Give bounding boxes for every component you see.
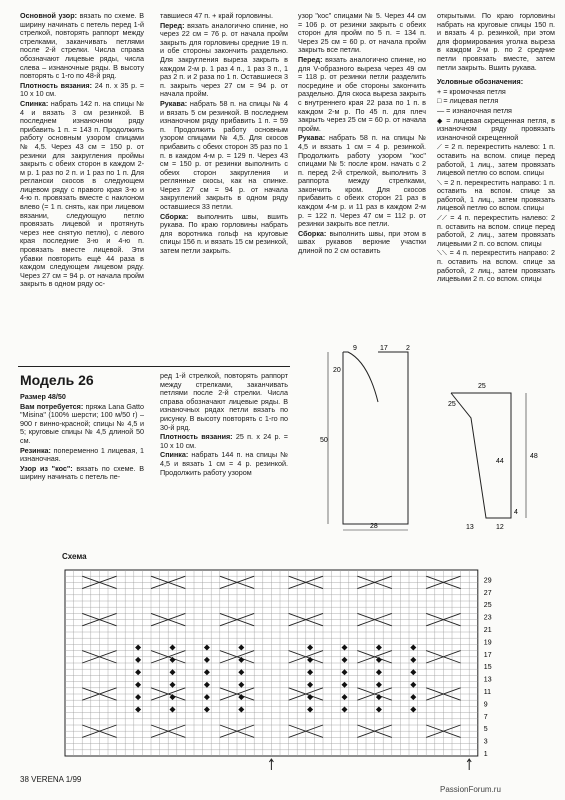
rib-text: попеременно 1 лицевая, 1 изнаночная.: [20, 445, 144, 464]
density-heading: Плотность вязания:: [20, 80, 93, 90]
dim-label: 25: [448, 401, 456, 408]
model26-front-heading: Перед:: [298, 54, 323, 64]
assembly-heading: Сборка:: [160, 211, 189, 221]
dim-label: 48: [530, 453, 538, 460]
rib-heading: Резинка:: [20, 445, 51, 455]
model26-back-text: набрать 144 п. на спицы № 4,5 и вязать 1 см = 4 р. резинкой. Продолжить работу узором: [160, 450, 288, 477]
model26-assembly-heading: Сборка:: [298, 228, 327, 238]
row-number: 27: [483, 589, 492, 597]
finishing-text: открытыми. По краю горловины набрать на круговые спицы 150 п. и вязать 4 р. резинкой, при этом для формирования уголка выреза в каждом 2-м р. по 2 средние петли провязать вместе, затем петли закрыть. Вшить рукава.: [437, 11, 555, 72]
size-heading: Размер 48/50: [20, 392, 66, 401]
body-pattern-diagram: [298, 345, 423, 530]
dim-label: 13: [466, 524, 474, 531]
dim-label: 17: [380, 345, 388, 352]
front-heading: Перед:: [160, 20, 185, 30]
materials-text: пряжа Lana Gatto "Misina" (100% шерсти; 100 м/50 г) – 900 г винно-красной; спицы № 4,5 и 5; круговые спицы № 4,5 длиной 50 см.: [20, 401, 144, 445]
row-number: 17: [483, 651, 492, 659]
pattern-text: вязать по схеме. В ширину начинать с петель перед 1-й стрелкой, повторять раппорт между стрелками, заканчивать петлями после 2-й стрелки. Числа справа обозначают лицевые ряды, числа слева – изнаночные ряды. В высоту повторять с 1-го по 48-й ряд.: [20, 11, 144, 81]
body-outline: [343, 352, 408, 524]
legend-item: — = изнаночная петля: [437, 105, 512, 115]
legend-item: + = кромочная петля: [437, 86, 506, 96]
instructions-column-1: [20, 12, 144, 290]
row-number: 1: [483, 751, 488, 758]
row-number: 9: [483, 701, 488, 709]
repeat-arrow: [467, 759, 471, 770]
legend-item: ◆ = лицевая скрещенная петля, в изнаночном ряду провязать изнаночной скрещенной: [437, 115, 555, 142]
legend-item: ⟋⟋ = 4 п. перекрестить налево: 2 п. оставить на вспом. спице перед работой, 2 лиц., затем провязать лицевыми 2 п. со вспом. спицы: [437, 213, 555, 248]
sleeve-pattern-diagram: [426, 383, 546, 533]
row-number: 3: [483, 738, 488, 746]
instructions-column-4: [437, 12, 555, 285]
watermark-credit: PassionForum.ru: [440, 785, 501, 794]
dim-label: 44: [496, 458, 504, 465]
dim-label: 9: [353, 345, 357, 352]
schema-title: Схема: [62, 552, 87, 561]
legend-item: □ = лицевая петля: [437, 96, 499, 106]
section-divider: [18, 366, 290, 367]
materials-heading: Вам потребуется:: [20, 401, 84, 411]
model26-column-1: [20, 393, 144, 483]
dim-label: 20: [333, 367, 341, 374]
model26-front-text: вязать аналогично спинке, но для V-образного выреза через 49 см = 118 р. от резинки петли разделить посредине и обе стороны закончить раздельно. Для скоса выреза закрыть с внутреннего края 22 раза по 1 п. в каждом 2-м р. По 45 п. для плеч закрыть через 25 см = 60 р. от начала пройм.: [298, 54, 426, 133]
legend-item: ⟋ = 2 п. перекрестить налево: 1 п. оставить на вспом. спице перед работой, 1 лиц., затем провязать лицевой петлю со вспом. спицы: [437, 142, 555, 178]
instructions-column-2: [160, 12, 288, 257]
page-footer: 38 VERENA 1/99: [20, 775, 82, 784]
cable-text: вязать по схеме. В ширину начинать с петель пе-: [20, 463, 145, 482]
model26-back-heading: Спинка:: [160, 450, 189, 460]
row-number: 11: [483, 689, 492, 696]
model26-density-heading: Плотность вязания:: [160, 432, 233, 442]
sleeve-outline: [451, 393, 511, 518]
legend-title: Условные обозначения:: [437, 77, 524, 87]
chart-grid: [65, 570, 478, 756]
front-text: вязать аналогично спинке, но через 22 см = 76 р. от начала пройм закрыть для горловины средние 19 п. и обе стороны закончить раздельно. Для закругления выреза закрыть в каждом 2-м р. 1 раз 4 п., 1 раз 3 п., 1 раз 2 п. и 2 раза по 1 п. Оставшиеся 3 п. закрыть через 27 см = 94 р. от начала пройм.: [160, 20, 288, 99]
dim-label: 50: [320, 437, 328, 444]
model26-assembly-text: выполнить швы, при этом в швах рукавов верхние участки длиной по 2 см оставить: [298, 228, 426, 256]
row-number: 13: [483, 676, 492, 684]
instructions-column-3: [298, 12, 426, 257]
dim-label: 2: [406, 345, 410, 352]
density-text: 24 п. х 35 р. = 10 х 10 см.: [20, 80, 145, 99]
row-number: 5: [483, 726, 488, 734]
row-number: 29: [483, 577, 492, 585]
assembly-text: выполнить швы, вшить рукава. По краю горловины набрать для воротника гольф на круговые спицы 156 п. и вязать 15 см резинкой, затем петли закрыть.: [160, 211, 289, 256]
row-number: 15: [483, 664, 492, 672]
model26-sleeves-heading: Рукава:: [298, 133, 326, 143]
dim-label: 4: [514, 509, 518, 516]
cable-heading: Узор из "кос":: [20, 463, 73, 473]
neckline-curve: [343, 352, 378, 402]
legend-item: ⟍⟍ = 4 п. перекрестить направо: 2 п. оставить на вспом. спице за работой, 2 лиц., затем провязать лицевыми 2 п. со вспом. спицы: [437, 248, 555, 284]
row-labels: [484, 577, 492, 758]
knitting-chart: [60, 562, 525, 772]
back-heading: Спинка:: [20, 98, 49, 108]
back-text: набрать 142 п. на спицы № 4 и вязать 3 см резинкой. В последнем изнаночном ряду прибавить 1 п. = 143 п. Продолжить работу основным узором спицами № 4,5. Через 43 см = 150 р. от резинки для закругления проймы закрыть с обеих сторон в каждом 2-м р. 1 раз по 2 п. и 1 раз по 1 п. Для реглански скосов в следующем лицевом ряду с правого края 3-ю и 4-ю п. провязать вместе с наклоном влево (= 1 п. снять, как при лицевом вязании, следующую петлю провязать лицевой и протянуть через нее снятую петлю), с левого края последние 3-ю и 4-ю п. провязать вместе лицевой. Эти убавки повторить ещё 44 раза в каждом следующем лицевом ряду. Через 27 см = 94 р. от начала пройм закрыть в одном ряду ос-: [20, 98, 144, 289]
model-title: Модель 26: [20, 372, 94, 388]
row-number: 19: [483, 639, 492, 647]
sleeves-heading: Рукава:: [160, 98, 188, 108]
row-number: 21: [483, 627, 492, 634]
continuation-text: тавшиеся 47 п. + край горловины.: [160, 11, 273, 20]
repeat-arrows: [269, 759, 471, 770]
dim-label: 12: [496, 524, 504, 531]
dim-label: 28: [370, 523, 378, 530]
dim-label: 25: [478, 383, 486, 390]
legend-item: ⟍ = 2 п. перекрестить направо: 1 п. оставить на вспом. спице за работой, 1 лиц., затем провязать лицевой петлю со вспом. спицы: [437, 177, 555, 213]
sleeves-text: набрать 58 п. на спицы № 4 и вязать 5 см резинкой. В последнем изнаночном ряду прибавить 1 п. = 59 п. Продолжить работу основным узором спицами № 4,5. Для скосов прибавить с обеих сторон 35 раз по 1 п. в каждом 4-м р. = 129 п. Через 43 см = 150 р. от резинки выполнить с обеих сторон закругления и реглянные скосы, как на спинке. Через 27 см = 94 р. от начала закруглений закрыть в одном ряду оставшиеся 33 петли.: [160, 98, 288, 212]
model26-sleeves-text: набрать 58 п. на спицы № 4,5 и вязать 1 см = 4 р. резинкой. Продолжить работу узором "кос" спицами № 5: после кром. начать с 2 п. перед 2-й стрелкой, выполнить 3 раппорта между стрелками, закончить кром. Для скосов прибавить с обеих сторон 21 раз в каждом 4-м р. и 11 раз в каждом 2-м р. = 122 п. Через 47 см = 112 р. от резинки закрыть все петли.: [298, 133, 426, 229]
model26-back-cont: узор "кос" спицами № 5. Через 44 см = 106 р. от резинки закрыть с обеих сторон для пройм по 5 п. = 134 п. Через 25 см = 60 р. от начала пройм закрыть все петли.: [298, 11, 426, 55]
cable-text-cont: ред 1-й стрелкой, повторять раппорт между стрелками, заканчивать петлями после 2-й стрелки. Числа справа обозначают лицевые ряды. В изнаночных рядах петли вязать по рисунку. В высоту повторять с 1-го по 30-й ряд.: [160, 371, 288, 432]
model26-density-text: 25 п. х 24 р. = 10 х 10 см.: [160, 432, 288, 450]
row-number: 7: [483, 713, 488, 721]
model26-column-2: [160, 372, 288, 478]
row-number: 25: [483, 602, 492, 610]
pattern-heading: Основной узор:: [20, 11, 77, 20]
repeat-arrow: [269, 759, 273, 770]
row-number: 23: [483, 614, 492, 622]
